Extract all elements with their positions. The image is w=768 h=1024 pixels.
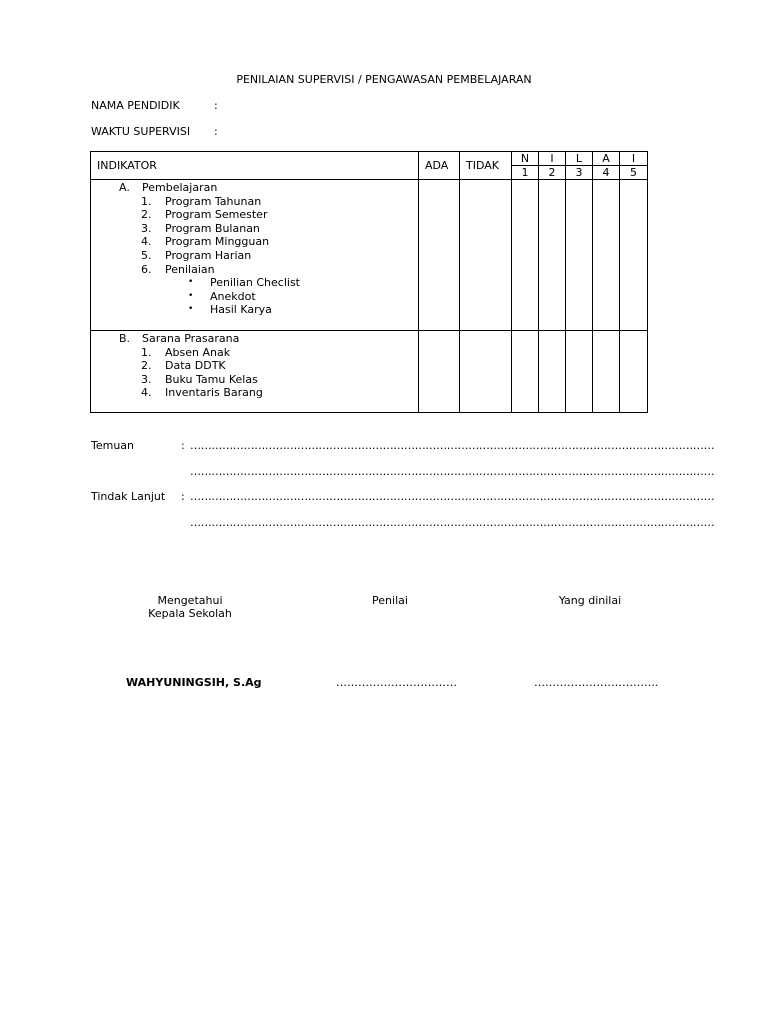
section-a-score-cell[interactable] [620,180,648,331]
section-a-label: Pembelajaran [142,181,218,194]
bullet-icon: • [188,277,194,288]
nilai-score: 4 [593,166,620,180]
temuan-line-2[interactable]: ………………………………………………………………………………………………………………………………… [190,465,715,478]
section-a-score-cell[interactable] [539,180,566,331]
list-label: Absen Anak [165,345,231,359]
waktu-supervisi-colon: : [214,125,218,138]
assessment-table [90,151,648,413]
section-b-label: Sarana Prasarana [142,332,240,345]
kepala-sekolah-name: WAHYUNINGSIH, S.Ag [126,676,262,689]
mengetahui-label: Mengetahui [157,594,223,607]
section-a-ada-cell[interactable] [419,180,460,331]
list-item [91,249,418,263]
tindak-lanjut-line-1[interactable]: ………………………………………………………………………………………………………………………………… [190,490,715,503]
list-marker: 5. [141,248,152,262]
section-b-indikator [91,331,419,413]
list-marker: 1. [141,345,152,359]
list-item [91,346,418,360]
nilai-letter: I [539,152,566,166]
section-b-score-cell[interactable] [593,331,620,413]
list-item [91,386,418,400]
list-item [91,235,418,249]
temuan-colon: : [181,439,185,452]
yang-dinilai-signature-line[interactable]: ……………………………. [534,676,659,689]
list-label: Inventaris Barang [165,386,263,400]
waktu-supervisi-label: WAKTU SUPERVISI [91,125,191,138]
section-a-heading [91,181,418,195]
header-indikator: INDIKATOR [91,152,419,180]
nilai-letter: N [512,152,539,166]
list-marker: 4. [141,386,152,400]
list-item [91,195,418,209]
section-b-score-cell[interactable] [620,331,648,413]
list-marker: 2. [141,208,152,222]
list-marker: 4. [141,235,152,249]
nilai-letter: I [620,152,648,166]
section-a-score-cell[interactable] [566,180,593,331]
header-ada: ADA [419,152,460,180]
list-label: Buku Tamu Kelas [165,372,258,386]
section-a-score-cell[interactable] [593,180,620,331]
section-b-ada-cell[interactable] [419,331,460,413]
yang-dinilai-label: Yang dinilai [558,594,622,607]
list-item [91,222,418,236]
section-b-heading [91,332,418,346]
tindak-lanjut-colon: : [181,490,185,503]
kepala-sekolah-label: Kepala Sekolah [148,607,232,620]
section-b-score-cell[interactable] [539,331,566,413]
nilai-letter: L [566,152,593,166]
section-b-score-cell[interactable] [566,331,593,413]
section-a-indikator [91,180,419,331]
list-marker: 1. [141,194,152,208]
bullet-icon: • [188,290,194,301]
list-label: Penilaian [165,262,215,276]
sub-list-item [91,303,418,317]
sub-list-label: Hasil Karya [210,303,272,317]
temuan-line-1[interactable]: ………………………………………………………………………………………………………………………………… [190,439,715,452]
section-a-tidak-cell[interactable] [460,180,512,331]
sub-list-item [91,290,418,304]
document-title: PENILAIAN SUPERVISI / PENGAWASAN PEMBELAJARAN [236,73,532,86]
list-label: Program Bulanan [165,221,260,235]
list-marker: 2. [141,359,152,373]
list-marker: 6. [141,262,152,276]
sub-list-item [91,276,418,290]
list-label: Program Semester [165,208,268,222]
nilai-score: 1 [512,166,539,180]
section-b-marker: B. [119,332,131,345]
nilai-score: 5 [620,166,648,180]
section-a-marker: A. [119,181,130,194]
list-item [91,208,418,222]
list-marker: 3. [141,221,152,235]
header-tidak: TIDAK [460,152,512,180]
section-b-tidak-cell[interactable] [460,331,512,413]
temuan-label: Temuan [91,439,135,452]
tindak-lanjut-label: Tindak Lanjut [91,490,166,503]
nilai-score: 3 [566,166,593,180]
list-label: Program Tahunan [165,194,262,208]
list-item [91,263,418,277]
nama-pendidik-colon: : [214,99,218,112]
penilai-label: Penilai [372,594,408,607]
list-item [91,373,418,387]
list-label: Program Harian [165,248,252,262]
list-label: Program Mingguan [165,235,270,249]
tindak-lanjut-line-2[interactable]: ………………………………………………………………………………………………………………………………… [190,516,715,529]
list-marker: 3. [141,372,152,386]
bullet-icon: • [188,304,194,315]
list-item [91,359,418,373]
nama-pendidik-label: NAMA PENDIDIK [91,99,180,112]
list-label: Data DDTK [165,359,226,373]
sub-list-label: Anekdot [210,289,256,303]
section-b-score-cell[interactable] [512,331,539,413]
penilai-signature-line[interactable]: …………………………… [336,676,457,689]
section-a-score-cell[interactable] [512,180,539,331]
nilai-score: 2 [539,166,566,180]
nilai-letter: A [593,152,620,166]
sub-list-label: Penilian Checlist [210,276,300,290]
